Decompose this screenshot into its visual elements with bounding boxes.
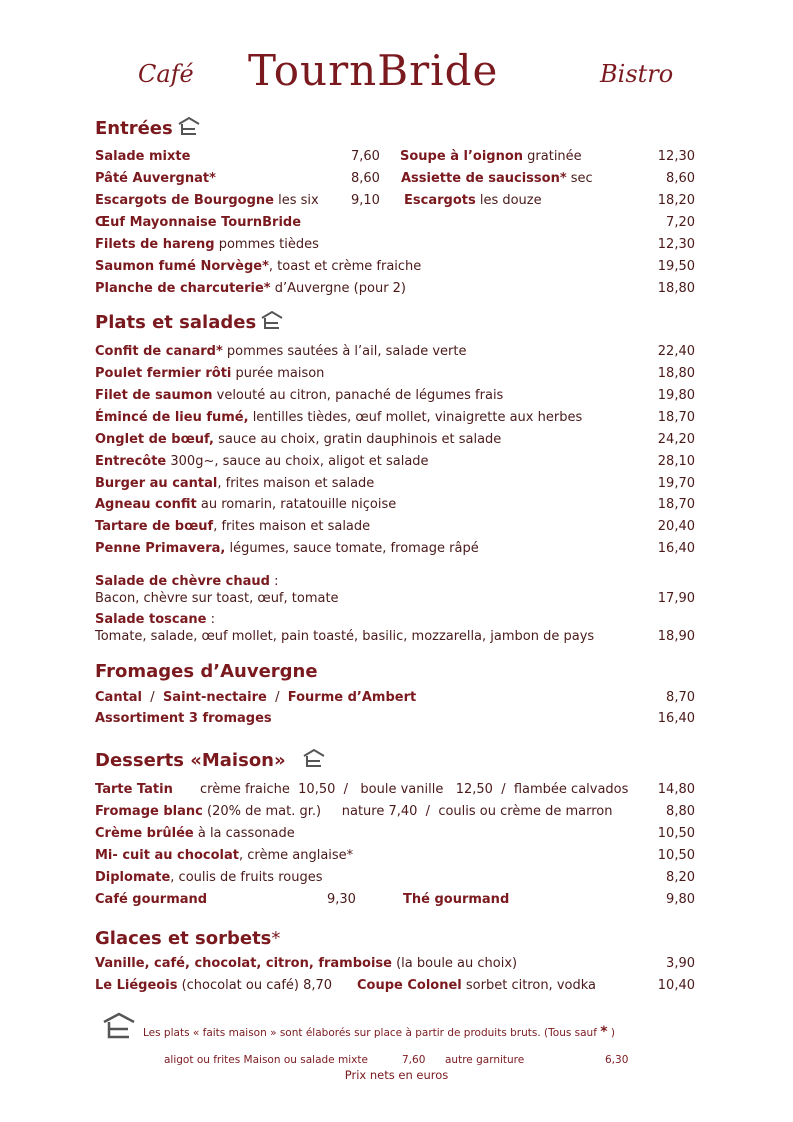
section-fromages — [95, 661, 318, 682]
dish-name: Filets de hareng — [95, 237, 215, 252]
dish-desc: (la boule au choix) — [391, 956, 518, 971]
dish-price: 14,80 — [657, 782, 695, 797]
dish-name: Burger au cantal — [95, 476, 218, 491]
dish-name: Salade de chèvre chaud — [95, 574, 270, 589]
menu-row — [95, 215, 695, 235]
dish-name: Café gourmand — [95, 892, 208, 907]
dish-name: Thé gourmand — [403, 892, 510, 907]
other-price: 6,30 — [605, 1054, 629, 1066]
house-icon — [302, 748, 326, 773]
dish-name: Mi- cuit au chocolat — [95, 848, 239, 863]
dish-desc: , coulis de fruits rouges — [170, 870, 323, 885]
dish-price: 7,60 — [351, 149, 380, 164]
dish-price: 8,20 — [666, 870, 695, 885]
menu-row — [95, 804, 695, 824]
menu-row — [95, 237, 695, 257]
dish-price: 9,10 — [351, 193, 380, 208]
section-title: Entrées — [95, 118, 173, 139]
dish-desc: au romarin, ratatouille niçoise — [196, 497, 397, 512]
dish-price: 8,80 — [666, 804, 695, 819]
dish-name: Confit de canard* — [95, 344, 223, 359]
menu-row — [95, 149, 695, 169]
menu-row — [95, 366, 695, 386]
dish-price: 12,30 — [657, 149, 695, 164]
dish-name: Tartare de bœuf — [95, 519, 214, 534]
menu-row — [95, 259, 695, 279]
dish-name: Coupe Colonel — [357, 978, 462, 993]
dish-price: 18,80 — [657, 281, 695, 296]
dish-desc: : — [206, 612, 215, 627]
section-title: Plats et salades — [95, 312, 257, 333]
menu-row — [95, 541, 695, 561]
dish-desc: , frites maison et salade — [213, 519, 371, 534]
menu-row — [95, 826, 695, 846]
dish-price: 18,70 — [657, 410, 695, 425]
dish-price: 12,30 — [657, 237, 695, 252]
tournbride-logo: TournBride — [248, 46, 499, 95]
dish-desc: d’Auvergne (pour 2) — [270, 281, 407, 296]
dish-desc: , crème anglaise* — [239, 848, 354, 863]
menu-row — [95, 344, 695, 364]
dish-price: 18,80 — [657, 366, 695, 381]
menu-row — [95, 848, 695, 868]
dish-name: Escargots de Bourgogne — [95, 193, 274, 208]
section-title: Glaces et sorbets — [95, 928, 272, 949]
dish-name: Escargots — [404, 193, 476, 208]
dish-name: Pâté Auvergnat* — [95, 171, 216, 186]
dish-name: Diplomate — [95, 870, 171, 885]
dish-desc: les six — [274, 193, 319, 208]
asterisk-mark: * — [271, 928, 281, 949]
dish-name: Filet de saumon — [95, 388, 213, 403]
dish-desc: , frites maison et salade — [217, 476, 375, 491]
dish-name: Assiette de saucisson* — [401, 171, 567, 186]
menu-row — [95, 454, 695, 474]
section-entrees — [95, 116, 201, 141]
menu-row — [95, 978, 695, 998]
dish-price: 8,70 — [666, 690, 695, 705]
dish-desc: 300g~, sauce au choix, aligot et salade — [166, 454, 429, 469]
menu-row — [95, 591, 695, 611]
dish-name: Penne Primavera, — [95, 541, 226, 556]
dish-name: Salade toscane — [95, 612, 207, 627]
dish-price: 16,40 — [657, 711, 695, 726]
dish-desc: pommes tièdes — [214, 237, 319, 252]
menu-row — [95, 281, 695, 301]
dish-desc: gratinée — [523, 149, 582, 164]
menu-row — [95, 519, 695, 539]
dish-price: 3,90 — [666, 956, 695, 971]
dish-desc: velouté au citron, panaché de légumes frais — [212, 388, 504, 403]
separator: / — [266, 690, 288, 705]
dish-desc: (chocolat ou café) 8,70 — [177, 978, 333, 993]
dish-price: 18,90 — [657, 629, 695, 644]
dish-desc: les douze — [475, 193, 542, 208]
dish-name: Assortiment 3 fromages — [95, 711, 272, 726]
prices-note: Prix nets en euros — [344, 1068, 449, 1082]
dish-price: 9,80 — [666, 892, 695, 907]
house-icon — [177, 116, 201, 141]
dish-price: 7,20 — [666, 215, 695, 230]
dish-name: Saint-nectaire — [162, 690, 267, 705]
sides-price: 7,60 — [402, 1054, 426, 1066]
dish-desc: : — [269, 574, 279, 589]
menu-row — [95, 476, 695, 496]
dish-name: Le Liégeois — [95, 978, 178, 993]
dish-desc: lentilles tièdes, œuf mollet, vinaigrette aux herbes — [248, 410, 583, 425]
dish-price: 10,50 — [657, 848, 695, 863]
dish-price: 28,10 — [657, 454, 695, 469]
dish-desc: à la cassonade — [193, 826, 295, 841]
menu-row — [95, 711, 695, 731]
dish-price: 24,20 — [657, 432, 695, 447]
dish-name: Planche de charcuterie* — [95, 281, 271, 296]
house-icon — [102, 1012, 136, 1044]
section-desserts — [95, 748, 326, 773]
dish-name: Tarte Tatin — [95, 782, 173, 797]
dish-name: Émincé de lieu fumé, — [95, 410, 249, 425]
dish-name: Fourme d’Ambert — [287, 690, 417, 705]
dish-name: Œuf Mayonnaise TournBride — [95, 215, 302, 230]
dish-name: Soupe à l’oignon — [400, 149, 524, 164]
dish-desc: Tomate, salade, œuf mollet, pain toasté, basilic, mozzarella, jambon de pays — [95, 629, 595, 644]
dish-price: 18,70 — [657, 497, 695, 512]
menu-row — [95, 171, 695, 191]
dish-desc: purée maison — [231, 366, 325, 381]
menu-row — [95, 870, 695, 890]
menu-header — [0, 44, 793, 104]
dish-price: 19,70 — [657, 476, 695, 491]
menu-row — [95, 432, 695, 452]
dish-name: Vanille, café, chocolat, citron, framboise — [95, 956, 392, 971]
dish-price: 16,40 — [657, 541, 695, 556]
dish-price: 17,90 — [657, 591, 695, 606]
dish-price: 19,50 — [657, 259, 695, 274]
menu-row — [95, 410, 695, 430]
section-plats — [95, 310, 284, 335]
header-cafe: Café — [138, 60, 194, 88]
dish-desc: sorbet citron, vodka — [461, 978, 596, 993]
dish-desc: , toast et crème fraiche — [268, 259, 422, 274]
dish-price: 9,30 — [327, 892, 356, 907]
dish-name: Cantal — [95, 690, 143, 705]
dish-price: 10,50 — [657, 826, 695, 841]
menu-row — [95, 782, 695, 802]
dish-name: Poulet fermier rôti — [95, 366, 232, 381]
section-title: Fromages d’Auvergne — [95, 661, 318, 682]
asterisk-mark: * — [600, 1024, 608, 1040]
dish-desc: Bacon, chèvre sur toast, œuf, tomate — [95, 591, 339, 606]
dish-price: 19,80 — [657, 388, 695, 403]
other-label: autre garniture — [445, 1054, 525, 1066]
dish-name: Saumon fumé Norvège* — [95, 259, 269, 274]
dish-name: Crème brûlée — [95, 826, 194, 841]
dish-desc: crème fraiche 10,50 / boule vanille 12,50 / flambée calvados — [200, 782, 629, 797]
dish-name: Agneau confit — [95, 497, 197, 512]
menu-row — [95, 193, 695, 213]
dish-desc: (20% de mat. gr.) nature 7,40 / coulis ou crème de marron — [202, 804, 613, 819]
dish-price: 20,40 — [657, 519, 695, 534]
sides-label: aligot ou frites Maison ou salade mixte — [164, 1054, 368, 1066]
dish-desc: sauce au choix, gratin dauphinois et salade — [213, 432, 502, 447]
sides-row — [164, 1054, 634, 1068]
section-glaces — [95, 928, 280, 949]
menu-row — [95, 629, 695, 649]
section-title: Desserts «Maison» — [95, 750, 286, 771]
header-bistro: Bistro — [600, 60, 674, 88]
dish-desc: pommes sautées à l’ail, salade verte — [222, 344, 467, 359]
dish-name: Onglet de bœuf, — [95, 432, 214, 447]
dish-price: 8,60 — [351, 171, 380, 186]
menu-row — [95, 497, 695, 517]
dish-price: 18,20 — [657, 193, 695, 208]
dish-desc: sec — [566, 171, 593, 186]
menu-row — [95, 892, 695, 912]
dish-price: 10,40 — [657, 978, 695, 993]
separator: / — [142, 690, 163, 705]
dish-desc: légumes, sauce tomate, fromage râpé — [225, 541, 479, 556]
menu-row — [95, 956, 695, 976]
homemade-note: Les plats « faits maison » sont élaborés sur place à partir de produits bruts. (Tous sauf * ) — [143, 1024, 616, 1040]
dish-name: Entrecôte — [95, 454, 167, 469]
dish-price: 8,60 — [666, 171, 695, 186]
menu-row — [95, 690, 695, 710]
menu-row — [95, 388, 695, 408]
dish-name: Fromage blanc — [95, 804, 203, 819]
dish-price: 22,40 — [657, 344, 695, 359]
dish-name: Salade mixte — [95, 149, 191, 164]
house-icon — [260, 310, 284, 335]
